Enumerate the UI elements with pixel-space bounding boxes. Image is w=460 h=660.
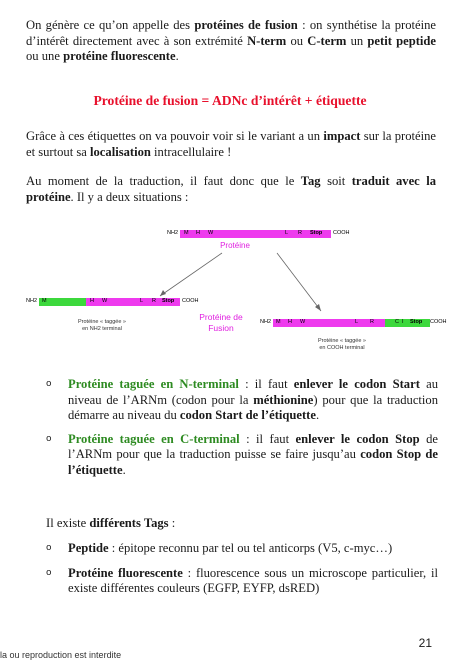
- bold-text: traduit avec la protéine: [26, 174, 436, 204]
- protein-bar: [180, 230, 331, 238]
- bold-text: protéines de fusion: [194, 18, 298, 32]
- bullet-icon: o: [46, 379, 52, 389]
- caption-line: Protéine « taggée »: [317, 338, 366, 344]
- text: soit: [320, 174, 352, 188]
- bold-text: protéine fluorescente: [63, 49, 176, 63]
- bold-text: localisation: [90, 144, 151, 159]
- text: : il faut: [239, 431, 296, 446]
- residue-r: R: [370, 319, 374, 325]
- bold-text: enlever le codon Stop: [295, 431, 420, 446]
- text: sur la protéine et surtout sa: [26, 129, 437, 159]
- c-term-caption: [300, 338, 384, 352]
- arrow-left-head: [160, 290, 166, 296]
- caption-line: en NH2 terminal: [82, 326, 122, 332]
- bullet-icon: o: [46, 543, 52, 553]
- bold-text: codon Start de l’étiquette: [179, 408, 316, 422]
- residue-m: M: [184, 230, 189, 236]
- nh2-label: NH2: [260, 319, 272, 325]
- fusion-formula-heading: Protéine de fusion = ADNc d’intérêt + étiquette: [93, 93, 367, 108]
- residue-r: R: [152, 298, 156, 304]
- list-item: [46, 377, 438, 424]
- stop-label: Stop: [310, 230, 323, 236]
- caption-line: Protéine « taggée »: [77, 319, 126, 325]
- bold-text: N-term: [247, 33, 287, 48]
- cooh-label: COOH: [333, 230, 350, 236]
- residue-h: H: [196, 230, 200, 236]
- arrow-left-line: [160, 253, 222, 296]
- text: Au moment de la traduction, il faut donc que le: [26, 174, 301, 188]
- translation-paragraph: [26, 174, 436, 205]
- bold-text: Tag: [300, 174, 321, 188]
- text: Grâce à ces étiquettes on va pouvoir voir si le variant a un: [26, 129, 324, 143]
- situations-list: [46, 377, 438, 478]
- bold-text: impact: [323, 129, 361, 143]
- text: : on synthétise la protéine d’intérêt directement avec à son extrémité: [26, 18, 436, 48]
- caption-line: en COOH terminal: [319, 345, 365, 351]
- text: intracellulaire !: [150, 144, 232, 159]
- stop-label: Stop: [410, 319, 423, 325]
- residue-w: W: [208, 230, 214, 236]
- text: .: [315, 408, 320, 422]
- protein-label: Protéine: [220, 241, 250, 250]
- residue-h: H: [90, 298, 94, 304]
- fusion-protein-label: [188, 312, 254, 334]
- text: ou une: [26, 49, 64, 63]
- list-item-title: Protéine taguée en C-terminal: [68, 431, 240, 446]
- text: ) pour que la traduction démarre au niveau du: [68, 392, 438, 422]
- text: au niveau de l’ARNm (codon pour la: [68, 377, 438, 407]
- nh2-label: NH2: [167, 230, 179, 236]
- text: .: [175, 49, 179, 63]
- text: :: [168, 516, 176, 530]
- residue-w: W: [102, 298, 108, 304]
- text: de l’ARNm pour que la traduction puisse se faire jusqu’au: [68, 431, 438, 461]
- bold-text: C-term: [307, 33, 347, 48]
- label-line: Protéine de: [199, 312, 243, 322]
- cooh-label: COOH: [182, 298, 199, 304]
- text: On génère ce qu’on appelle des: [26, 18, 195, 32]
- footer-cut-text: la ou reproduction est interdite: [0, 650, 122, 660]
- text: un: [346, 33, 368, 48]
- arrow-right-head: [315, 304, 321, 311]
- bold-text: différents Tags: [89, 516, 169, 530]
- text: Il existe: [46, 516, 90, 530]
- tags-impact-paragraph: [26, 129, 436, 160]
- list-item: [46, 541, 438, 557]
- tag-bar: [385, 319, 430, 327]
- residue-m: M: [276, 319, 281, 325]
- label-line: Fusion: [208, 323, 234, 333]
- bold-text: petit peptide: [367, 33, 436, 48]
- cooh-label: COOH: [430, 319, 447, 325]
- arrow-right-line: [277, 253, 321, 311]
- bold-text: codon Stop de l’étiquette: [68, 447, 438, 477]
- bold-text: Peptide: [68, 541, 109, 555]
- residue-r: R: [298, 230, 302, 236]
- fusion-protein-diagram: [0, 218, 460, 390]
- bullet-icon: o: [46, 433, 52, 444]
- list-item-title: Protéine taguée en N-terminal: [68, 377, 239, 391]
- bold-text: méthionine: [253, 392, 314, 407]
- text: . Il y a deux situations :: [70, 189, 189, 204]
- residue-c: C: [395, 319, 399, 325]
- residue-w: W: [300, 319, 306, 325]
- tags-list: [46, 541, 438, 597]
- bullet-icon: o: [46, 567, 52, 578]
- residue-l: L: [285, 230, 289, 236]
- text: .: [122, 462, 126, 477]
- residue-h: H: [288, 319, 292, 325]
- bold-text: enlever le codon Start: [293, 377, 420, 391]
- list-item: [46, 432, 438, 479]
- nh2-label: NH2: [26, 298, 38, 304]
- residue-m: M: [42, 298, 47, 304]
- bold-text: Protéine fluorescente: [68, 565, 183, 580]
- n-term-caption: [60, 319, 144, 333]
- stop-label: Stop: [162, 298, 175, 304]
- text: : il faut: [238, 377, 294, 391]
- list-item: [46, 566, 438, 597]
- residue-l: L: [140, 298, 144, 304]
- tags-intro: [46, 516, 456, 532]
- text: : fluorescence sous un microscope particulier, il existe différentes couleurs (EGFP, EYFP, dsRED): [68, 565, 438, 595]
- page-number: 21: [418, 636, 432, 650]
- intro-paragraph: [26, 18, 436, 65]
- residue-i: I: [402, 319, 404, 325]
- text: ou: [286, 33, 308, 48]
- residue-l: L: [355, 319, 359, 325]
- text: : épitope reconnu par tel ou tel anticorps (V5, c-myc…): [108, 541, 393, 555]
